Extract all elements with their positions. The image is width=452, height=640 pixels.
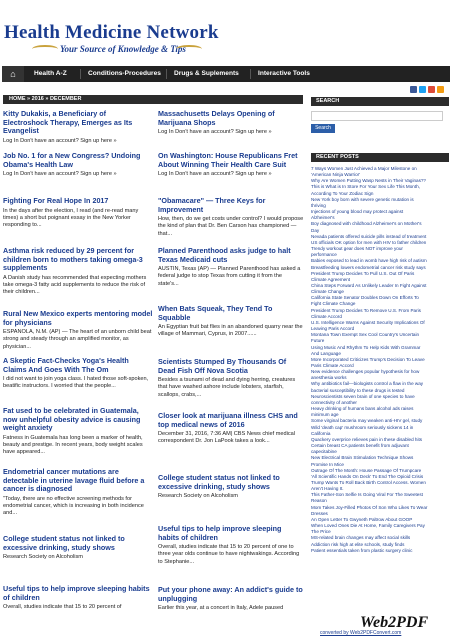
recent-post-link[interactable]: MS-related brain changes may affect social skills — [311, 535, 411, 541]
recent-post-link[interactable]: anesthesia works — [311, 375, 347, 381]
recent-post-link[interactable]: Babies exposed to lead in womb have high risk of autism — [311, 258, 427, 264]
article-title[interactable]: Massachusetts Delays Opening of Marijuana Shops — [158, 109, 275, 127]
recent-post-link[interactable]: Wild 'death cap' mushroom seriously sickens 14 in — [311, 424, 414, 430]
recent-post-link[interactable]: President Trump Decides To Remove U.S. From Paris — [311, 307, 421, 313]
article-excerpt: Fatness in Guatemala has long been a marker of health, beauty and prestige. In recent years, body weight scales have appeared... — [3, 434, 143, 456]
recent-post-link[interactable]: Climate Change — [311, 289, 344, 295]
article-card — [3, 152, 153, 178]
article-excerpt: Overall, studies indicate that 15 to 20 percent of — [3, 604, 122, 611]
article-excerpt: I did not want to join yoga class. I hated those soft-spoken, beatific instructors. I worried that the people... — [3, 376, 149, 390]
recent-post-link[interactable]: performance — [311, 252, 337, 258]
recent-post-link[interactable]: The Price — [311, 529, 331, 535]
recent-post-link[interactable]: 'American Ninja Warrior' — [311, 172, 361, 178]
site-title[interactable]: Health Medicine Network — [4, 22, 219, 43]
recent-post-link[interactable]: Quackery overprice relieves pain in these disabled hits — [311, 436, 423, 442]
logo-flourish-right — [176, 45, 202, 53]
recent-post-link[interactable]: U.S. Intelligence Warns Against Security Implications Of — [311, 319, 425, 325]
article-card — [158, 247, 304, 288]
web2pdf-badge[interactable] — [300, 614, 450, 640]
recent-post-link[interactable]: Day — [311, 227, 320, 233]
article-excerpt: "Today, there are no effective screening methods for endometrial cancer, which is increasing in both incidence and... — [3, 495, 144, 517]
web2pdf-logo: Web2PDF — [360, 614, 429, 631]
article-card — [3, 310, 153, 351]
article-excerpt: Research Society on Alcoholism — [3, 554, 83, 561]
article-excerpt: December 31, 2016, 7:36 AM| CBS News chief medical correspondent Dr. Jon LaPook takes a look... — [158, 431, 296, 445]
recent-post-link[interactable]: An Open Letter To Gwyneth Paltrow About GOOP — [311, 516, 413, 522]
article-title[interactable]: Job No. 1 for a New Congress? Undoing Obama's Health Law — [3, 151, 141, 169]
article-card — [3, 535, 153, 561]
article-card — [158, 197, 304, 238]
recent-post-link[interactable]: Montana Town Exempt Sex Cool Country's Uncertain — [311, 332, 420, 338]
article-card — [158, 358, 304, 399]
article-card — [3, 247, 153, 296]
recent-post-link[interactable]: Nevada patients offered suicide pills instead of treatment — [311, 233, 427, 239]
article-excerpt: Log In Don't have an account? Sign up here » — [158, 129, 272, 136]
article-excerpt: A Danish study has recommended that expecting mothers take omega-3 fatty acid supplements to reduce the risk of their children... — [3, 274, 147, 296]
article-title[interactable]: College student status not linked to excessive drinking, study shows — [3, 534, 125, 552]
recent-post-link[interactable]: Paris Climate Accord — [311, 363, 354, 368]
recent-post-link[interactable]: Some virginal bacteria may weaken anti-HIV gel, study — [311, 418, 423, 424]
article-title[interactable]: "Obamacare" — Three Keys for Improvement — [158, 196, 266, 214]
site-header — [0, 0, 452, 62]
recent-post-link[interactable]: Certain breast CA patients benefit from adjuvant — [311, 443, 409, 449]
article-title[interactable]: Kitty Dukakis, a Beneficiary of Electroshock Therapy, Emerges as Its Evangelist — [3, 109, 133, 136]
article-card — [3, 110, 153, 145]
recent-post-link[interactable]: Why antibiotics fail—biologists control a flaw in the way — [311, 381, 424, 387]
recent-post-link[interactable]: President Trump Decides To Pull U.S. Out Of Paris — [311, 270, 415, 276]
article-card — [158, 525, 304, 566]
article-excerpt: Log In Don't have an account? Sign up here » — [3, 137, 117, 144]
recent-post-link[interactable]: When Loved Ones Die At Home, Family Caregivers Pay — [311, 523, 425, 529]
recent-post-link[interactable]: New Electrical Brain Stimulation Technique Shows — [311, 455, 414, 461]
recent-post-link[interactable]: This Father-Son Selfie Is Going Viral For The Sweetest — [311, 492, 423, 498]
article-excerpt: Besides a tsunami of dead and dying herring, creatures that have washed ashore include lobsters, starfish, scallops, crabs,... — [158, 377, 296, 398]
google-plus-icon[interactable] — [428, 86, 435, 93]
recent-post-link[interactable]: California State Senator Doubles Down On Efforts To — [311, 295, 419, 301]
main-nav — [2, 66, 450, 82]
recent-post-link[interactable]: Heavy drinking of humans bans alcohol ads raises — [311, 406, 414, 412]
recent-post-link[interactable]: Injections of young blood may protect against — [311, 209, 404, 215]
recent-post-link[interactable]: Using Music And Rhythm To Help Kids With Grammar — [311, 344, 421, 350]
nav-item-drugs[interactable]: Drugs & Suplements — [174, 70, 239, 77]
recent-post-link[interactable]: According To Your Zodiac Sign — [311, 190, 374, 196]
recent-post-link[interactable]: Outrage Of The Month: House Passage Of Trumpcare — [311, 467, 422, 473]
recent-post-link[interactable]: And Language — [311, 350, 341, 356]
article-title[interactable]: Endometrial cancer mutations are detectable in uterine lavage fluid before a cancer is diagnosed — [3, 467, 145, 494]
home-icon[interactable]: ⌂ — [2, 66, 24, 82]
article-excerpt: AUSTIN, Texas (AP) — Planned Parenthood has asked a federal judge to stop Texas from cutting it from the state's... — [158, 266, 301, 287]
recent-posts-list — [311, 166, 451, 554]
article-card — [3, 357, 153, 391]
article-title[interactable]: Put your phone away: An addict's guide to unplugging — [158, 585, 303, 603]
recent-post-link[interactable]: minimum age — [311, 412, 339, 418]
site-tagline: Your Source of Knowledge & Tips — [60, 44, 186, 54]
nav-divider — [80, 69, 81, 79]
recent-post-link[interactable]: New York boy born with severe genetic mutation is — [311, 196, 414, 202]
article-title[interactable]: Closer look at marijuana illness CHS and top medical news of 2016 — [158, 411, 298, 429]
article-card — [3, 468, 153, 517]
recent-post-link[interactable]: bacterial susceptibility to these drugs is tested — [311, 387, 405, 393]
article-excerpt: How, then, do we get costs under control? I would propose the kind of plan that Dr. Ben Carson has championed — that... — [158, 216, 304, 237]
recent-posts-heading: RECENT POSTS — [311, 153, 449, 162]
recent-post-link[interactable]: Breastfeeding lowers endometrial cancer risk study says — [311, 264, 426, 270]
article-excerpt: Log In Don't have an account? Sign up here » — [158, 171, 272, 178]
article-card — [3, 407, 153, 456]
nav-divider — [250, 69, 251, 79]
article-card — [158, 152, 304, 178]
article-title[interactable]: Useful tips to help improve sleeping habits of children — [158, 524, 282, 542]
recent-post-link[interactable]: Aren't Having It. — [311, 486, 344, 492]
search-button[interactable]: Search — [311, 124, 335, 133]
recent-post-link[interactable]: Climate Agreement — [311, 276, 351, 282]
recent-post-link[interactable]: California — [311, 430, 331, 436]
article-excerpt: ESPANOLA, N.M. (AP) — The heart of an unborn child beat strong and steady through an amplified monitor, as physician... — [3, 329, 152, 350]
nav-divider — [166, 69, 167, 79]
article-excerpt: An Egyptian fruit bat flies in an abandoned quarry near the village of Mammari, Cyprus, in 2007...... — [158, 324, 303, 338]
twitter-icon[interactable] — [419, 86, 426, 93]
logo-flourish-left — [32, 45, 58, 53]
nav-item-conditions[interactable]: Conditions-Procedures — [88, 70, 161, 77]
recent-post-link[interactable]: 'All Scientific Hands On Deck' To End The Opioid Crisis — [311, 473, 424, 479]
article-title[interactable]: Rural New Mexico experts mentoring model for physicians — [3, 309, 153, 327]
recent-post-link[interactable]: Future — [311, 338, 325, 344]
article-card — [3, 197, 153, 229]
nav-item-interactive-tools[interactable]: Interactive Tools — [258, 70, 310, 77]
recent-post-link[interactable]: US officials OK option for men with HIV to father children — [311, 239, 427, 245]
article-title[interactable]: On Washington: House Republicans Fret About Winning Their Health Care Suit — [158, 151, 298, 169]
article-title[interactable]: Asthma risk reduced by 29 percent for children born to mothers taking omega-3 supplements — [3, 246, 143, 273]
article-card — [3, 585, 153, 611]
article-title[interactable]: College student status not linked to excessive drinking, study shows — [158, 473, 280, 491]
recent-post-link[interactable]: China Steps Forward As Unlikely Leader In Fight Against — [311, 282, 427, 288]
recent-post-link[interactable]: Reason — [311, 498, 327, 504]
recent-post-link[interactable]: Patient essentials taken from plastic surgery clinic — [311, 547, 413, 553]
recent-post-link[interactable]: Climate Accord — [311, 313, 342, 319]
recent-post-link[interactable]: Dresses — [311, 510, 328, 516]
rss-icon[interactable] — [437, 86, 444, 93]
recent-post-link[interactable]: connectivity of another — [311, 399, 357, 405]
nav-item-health-a-z[interactable]: Health A-Z — [34, 70, 67, 77]
recent-post-link[interactable]: thriving — [311, 202, 326, 208]
article-excerpt: Research Society on Alcoholism — [158, 493, 238, 500]
article-excerpt: Overall, studies indicate that 15 to 20 percent of one to three year olds continue to have nightwakings. According to Stephanie... — [158, 544, 300, 565]
recent-post-link[interactable]: Trendy workout gear does NOT improve your — [311, 246, 403, 252]
recent-post-link[interactable]: Leaving Paris Accord — [311, 326, 355, 332]
search-heading: SEARCH — [311, 97, 449, 106]
article-title[interactable]: When Bats Squeak, They Tend To Squabble — [158, 304, 273, 322]
recent-post-link[interactable]: Alzheimer's — [311, 215, 335, 221]
article-title[interactable]: Planned Parenthood asks judge to halt Texas Medicaid cuts — [158, 246, 291, 264]
recent-post-link[interactable]: Fight Climate Change — [311, 301, 356, 307]
breadcrumb[interactable]: HOME » 2016 » DECEMBER — [3, 95, 303, 104]
web2pdf-link[interactable]: converted by Web2PDFConvert.com — [320, 630, 402, 636]
recent-post-link[interactable]: This is What is In Store For Your Sex Life This Month, — [311, 184, 420, 190]
article-title[interactable]: Fat used to be celebrated in Guatemala, now unhelpful obesity advice is causing weight anxiety — [3, 406, 141, 433]
recent-post-link[interactable]: 7 Ways Women Just Achieved a Major Milestone on — [311, 166, 417, 171]
recent-post-link[interactable]: capecitabine — [311, 449, 337, 455]
article-title[interactable]: Useful tips to help improve sleeping habits of children — [3, 584, 150, 602]
article-title[interactable]: Fighting For Real Hope In 2017 — [3, 196, 109, 205]
article-excerpt: In the days after the election, I read (and re-read many times) a short but poignant essay in the New Yorker responding to... — [3, 207, 139, 228]
recent-post-link[interactable]: More Incorporated Criticizes Trump's Decision To Leave — [311, 356, 425, 362]
article-title[interactable]: Scientists Stumped By Thousands Of Dead Fish Off Nova Scotia — [158, 357, 287, 375]
recent-post-link[interactable]: Why Are Women Putting Wasp Nests in Their Vaginas?? — [311, 178, 426, 184]
recent-post-link[interactable]: Boy diagnosed with childhood Alzheimer's on Mother's — [311, 221, 422, 227]
article-excerpt: Log In Don't have an account? Sign up here » — [3, 171, 117, 178]
article-excerpt: Earlier this year, at a concert in Italy, Adele paused — [158, 605, 284, 612]
facebook-icon[interactable] — [410, 86, 417, 93]
article-card — [158, 110, 304, 136]
recent-post-link[interactable]: Trump Wants To Roll Back Birth Control Access. Women — [311, 479, 426, 485]
recent-post-link[interactable]: Mom Takes Joy-Filled Photos Of Son Who Likes To Wear — [311, 504, 428, 510]
article-card — [158, 412, 304, 446]
article-title[interactable]: A Skeptic Fact-Checks Yoga's Health Claims And Goes With The Om — [3, 356, 129, 374]
article-card — [158, 474, 304, 500]
recent-post-link[interactable]: Addiction risk high at elite schools, study finds — [311, 541, 405, 547]
recent-post-link[interactable]: New evidence challenges popular hypothesis for how — [311, 369, 420, 375]
recent-post-link[interactable]: Neuroscientists seven brain of one species to have — [311, 393, 415, 399]
recent-post-link[interactable]: Promise In Mice — [311, 461, 344, 467]
article-card — [158, 305, 304, 339]
search-input[interactable] — [311, 111, 443, 121]
article-card — [158, 586, 304, 612]
